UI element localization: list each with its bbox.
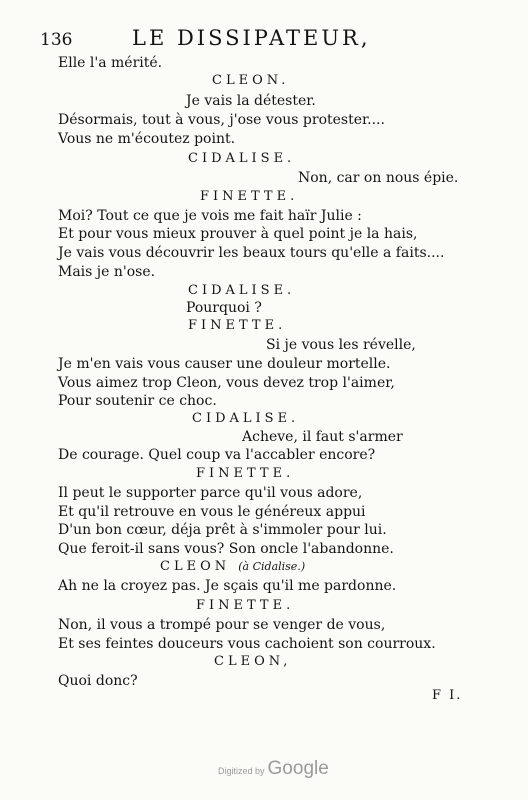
speaker-name: CIDALISE.	[192, 411, 300, 426]
running-title: LE DISSIPATEUR,	[132, 26, 371, 50]
verse-line: D'un bon cœur, déja prêt à s'immoler pour lui.	[58, 522, 387, 538]
speaker-name: FINETTE.	[196, 598, 295, 613]
verse-line: Et ses feintes douceurs vous cachoient son courroux.	[58, 636, 436, 652]
verse-line: Moi? Tout ce que je vois me fait haïr Julie :	[58, 208, 362, 224]
digitization-watermark	[218, 758, 329, 780]
page-number: 136	[40, 30, 73, 50]
verse-line: Pourquoi ?	[186, 300, 262, 316]
speaker-name: FINETTE.	[200, 189, 299, 204]
verse-line: Vous aimez trop Cleon, vous devez trop l'aimer,	[58, 375, 395, 391]
verse-line: Pour soutenir ce choc.	[58, 393, 217, 409]
speaker-name: CLEON.	[212, 73, 290, 88]
speaker-name: FINETTE.	[196, 466, 295, 481]
speaker-name: FINETTE.	[188, 318, 287, 333]
speaker-name	[160, 558, 305, 576]
verse-line: Je m'en vais vous causer une douleur mortelle.	[58, 356, 391, 372]
speaker-name: CIDALISE.	[188, 283, 296, 298]
verse-line: Je vais vous découvrir les beaux tours qu'elle a faits....	[58, 245, 445, 261]
verse-line: De courage. Quel coup va l'accabler encore?	[58, 447, 376, 463]
verse-line: Ah ne la croyez pas. Je sçais qu'il me pardonne.	[58, 578, 397, 594]
verse-line: Quoi donc?	[58, 673, 138, 689]
speaker-name: CIDALISE.	[188, 151, 296, 166]
verse-line: Il peut le supporter parce qu'il vous adore,	[58, 485, 363, 501]
verse-line: Désormais, tout à vous, j'ose vous protester....	[58, 112, 385, 128]
stage-direction: (à Cidalise.)	[238, 560, 306, 573]
verse-line: Acheve, il faut s'armer	[242, 429, 403, 445]
verse-line: Elle l'a mérité.	[58, 55, 163, 71]
digitized-by-label: Digitized by	[218, 766, 265, 776]
verse-line: Non, il vous a trompé pour se venger de vous,	[58, 617, 386, 633]
verse-line: Vous ne m'écoutez point.	[58, 131, 236, 147]
verse-line: Je vais la détester.	[186, 93, 316, 109]
verse-line: Si je vous les révelle,	[266, 337, 416, 353]
verse-line: Et pour vous mieux prouver à quel point je la hais,	[58, 226, 418, 242]
verse-line: Non, car on nous épie.	[298, 170, 459, 186]
speaker-name-text: CLEON	[160, 559, 231, 574]
catchword: F I.	[432, 688, 463, 703]
speaker-name: CLEON,	[214, 654, 292, 669]
verse-line: Mais je n'ose.	[58, 264, 156, 280]
verse-line: Que feroit-il sans vous? Son oncle l'abandonne.	[58, 541, 394, 557]
google-logo: Google	[267, 758, 329, 779]
verse-line: Et qu'il retrouve en vous le généreux appui	[58, 504, 366, 520]
